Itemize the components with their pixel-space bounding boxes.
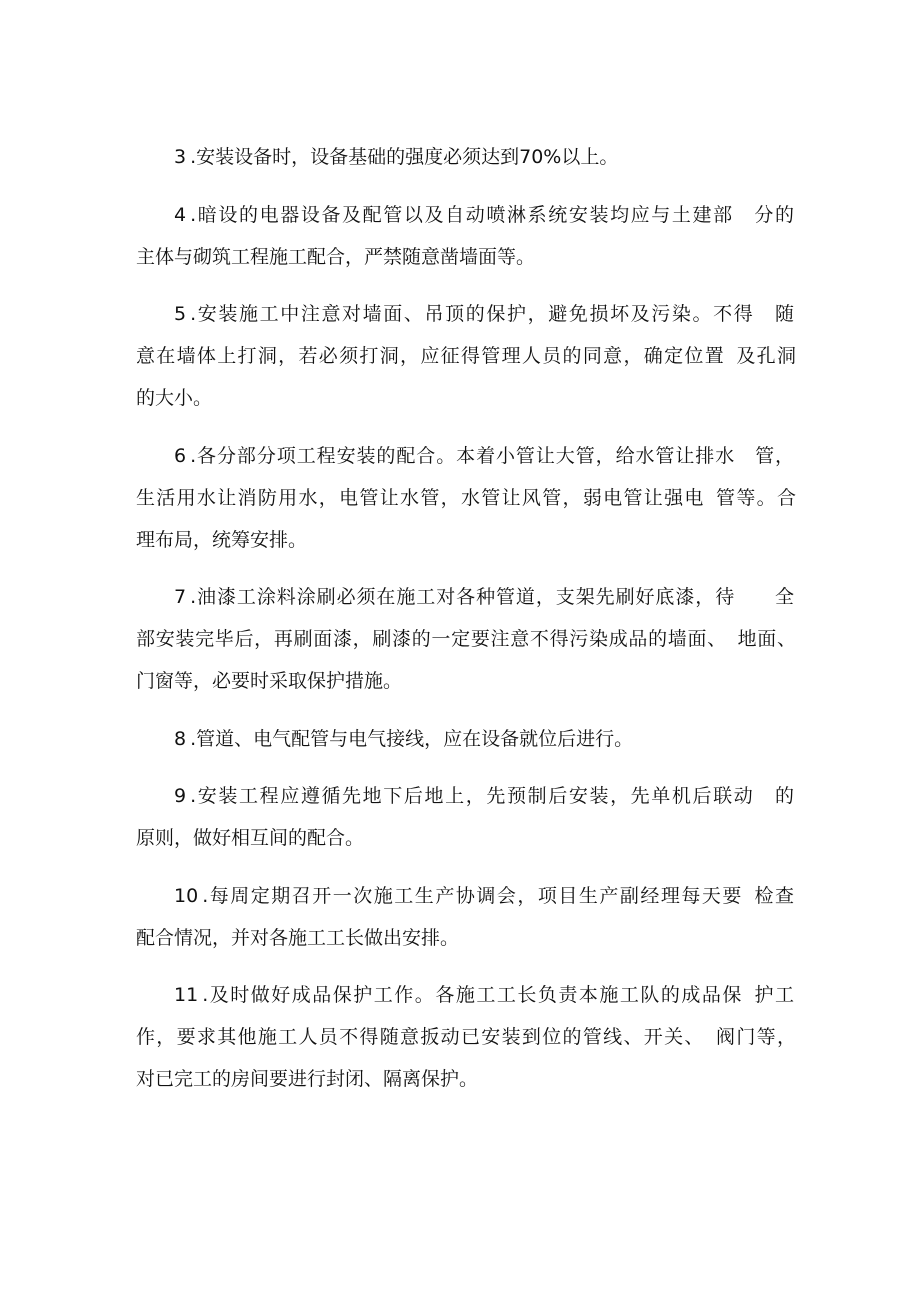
item-number: 4: [174, 203, 187, 226]
list-item: [0, 194, 920, 278]
item-text: .安装设备时，设备基础的强度必须达到70%以上。: [190, 146, 619, 168]
list-item: [0, 293, 920, 419]
item-number: 11: [174, 984, 199, 1006]
list-item: [0, 875, 920, 959]
item-text-continued: 部安装完毕后，再刷面漆，刷漆的一定要注意不得污染成品的墙面、 地面、: [136, 628, 796, 650]
item-number: 9: [174, 785, 187, 807]
list-item: [0, 435, 920, 561]
item-number: 6: [174, 444, 187, 467]
list-item: [0, 775, 920, 859]
item-text: .及时做好成品保护工作。各施工工长负责本施工队的成品保 护工: [202, 984, 794, 1006]
item-number: 10: [174, 884, 199, 907]
item-text: .管道、电气配管与电气接线，应在设备就位后进行。: [190, 727, 634, 750]
item-number: 8: [174, 727, 187, 750]
item-text-continued: 对已完工的房间要进行封闭、隔离保护。: [136, 1068, 479, 1090]
item-text-continued: 的大小。: [136, 387, 213, 409]
item-text: .暗设的电器设备及配管以及自动喷淋系统安装均应与土建部 分的: [190, 203, 794, 226]
item-number: 3: [174, 146, 187, 168]
list-item: [0, 136, 920, 178]
item-text: .油漆工涂料涂刷必须在施工对各种管道，支架先刷好底漆，待 全: [190, 586, 794, 608]
item-text: .安装工程应遵循先地下后地上，先预制后安装，先单机后联动 的: [190, 785, 794, 807]
item-text-continued: 作，要求其他施工人员不得随意扳动已安装到位的管线、开关、 阀门等，: [136, 1026, 796, 1048]
item-text-continued: 生活用水让消防用水，电管让水管，水管让风管，弱电管让强电 管等。合: [136, 486, 796, 509]
construction-notes-list: [0, 136, 920, 1116]
list-item: [0, 718, 920, 760]
item-text-continued: 门窗等，必要时采取保护措施。: [136, 670, 403, 692]
item-text-continued: 主体与砌筑工程施工配合，严禁随意凿墙面等。: [136, 245, 536, 268]
item-text-continued: 理布局，统筹安排。: [136, 528, 308, 551]
item-text: .安装施工中注意对墙面、吊顶的保护，避免损坏及污染。不得 随: [190, 303, 794, 325]
list-item: [0, 974, 920, 1100]
item-number: 5: [174, 303, 187, 325]
item-number: 7: [174, 586, 187, 608]
list-item: [0, 576, 920, 702]
item-text-continued: 配合情况，并对各施工工长做出安排。: [136, 926, 460, 949]
item-text-continued: 原则，做好相互间的配合。: [136, 827, 365, 849]
item-text: .各分部分项工程安装的配合。本着小管让大管，给水管让排水 管，: [190, 444, 794, 467]
item-text-continued: 意在墙体上打洞，若必须打洞，应征得管理人员的同意，确定位置 及孔洞: [136, 345, 796, 367]
item-text: .每周定期召开一次施工生产协调会，项目生产副经理每天要 检查: [202, 884, 794, 907]
